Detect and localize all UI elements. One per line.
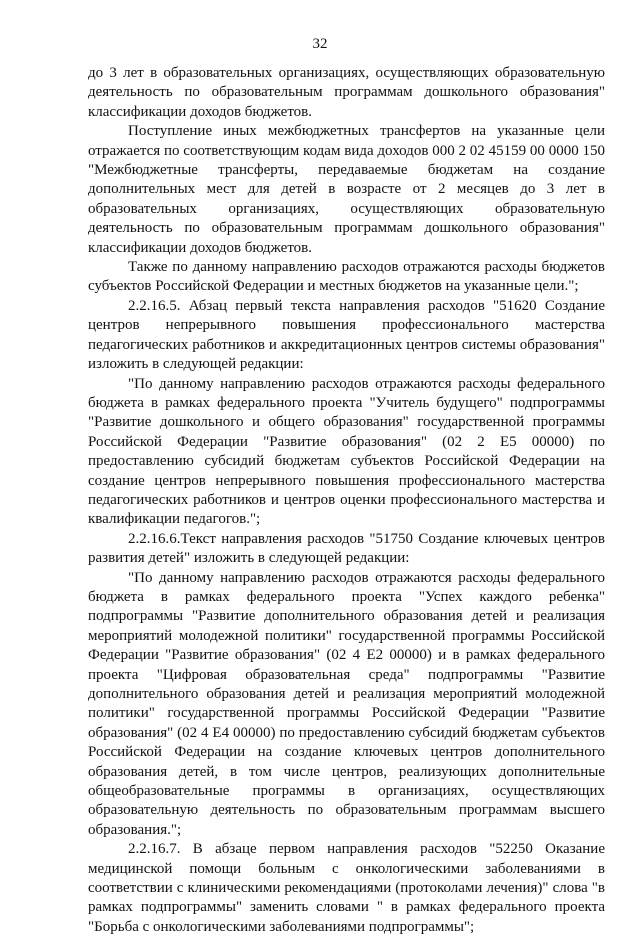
document-body [88,64,605,937]
paragraph-also-reflected: Также по данному направлению расходов отражаются расходы бюджетов субъектов Российской Федерации и местных бюджетов на указанные цели."; [88,259,605,295]
paragraph-2-2-16-6: 2.2.16.6.Текст направления расходов "51750 Создание ключевых центров развития детей" изложить в следующей редакции: [88,530,605,567]
paragraph-transfers-receipt: Поступление иных межбюджетных трансфертов на указанные цели отражается по соответствующим кодам вида доходов 000 2 02 45159 00 0000 150 "Межбюджетные трансферты, передаваемые бюджетам на создание дополнительных мест для детей в возрасте от 2 месяцев до 3 лет в образовательных организациях, осуществляющих образовательную деятельность по образовательным программам дошкольного образования" классификации доходов бюджетов. [88,123,605,256]
paragraph-continuation: до 3 лет в образовательных организациях, осуществляющих образовательную деятельность по образовательным программам дошкольного образования" классификации доходов бюджетов. [88,65,605,120]
paragraph-51620-new-text: "По данному направлению расходов отражаются расходы федерального бюджета в рамках федерального проекта "Учитель будущего" подпрограммы "Развитие дошкольного и общего образования" государственной программы Российской Федерации "Развитие образования" (02 2 Е5 00000) по предоставлению субсидий бюджетам субъектов Российской Федерации на создание центров непрерывного повышения профессионального мастерства педагогических работников и центров оценки профессионального мастерства и квалификации педагогов."; [88,375,605,528]
page-number: 32 [312,36,328,52]
paragraph-51750-new-text: "По данному направлению расходов отражаются расходы федерального бюджета в рамках федерального проекта "Успех каждого ребенка" подпрограммы "Развитие дополнительного образования детей и реализация мероприятий молодежной политики" государственной программы Российской Федерации "Развитие образования" (02 4 Е2 00000) и в рамках федерального проекта "Цифровая образовательная среда" подпрограммы "Развитие дополнительного образования детей и реализация мероприятий молодежной политики" государственной программы Российской Федерации "Развитие образования" (02 4 Е4 00000) по предоставлению субсидий бюджетам субъектов Российской Федерации на создание ключевых центров дополнительного образования детей, в том числе центров, реализующих дополнительные общеобразовательные программы в организациях, осуществляющих образовательную деятельность по образовательным программам высшего образования."; [88,569,605,838]
paragraph-2-2-16-7: 2.2.16.7. В абзаце первом направления расходов "52250 Оказание медицинской помощи больным с онкологическими заболеваниями в соответствии с клиническими рекомендациями (протоколами лечения)" слова "в рамках подпрограммы" заменить словами " в рамках федерального проекта "Борьба с онкологическими заболеваниями подпрограммы"; [88,841,605,935]
paragraph-2-2-16-5: 2.2.16.5. Абзац первый текста направления расходов "51620 Создание центров непрерывного повышения профессионального мастерства педагогических работников и аккредитационных центров системы образования" изложить в следующей редакции: [88,297,605,373]
